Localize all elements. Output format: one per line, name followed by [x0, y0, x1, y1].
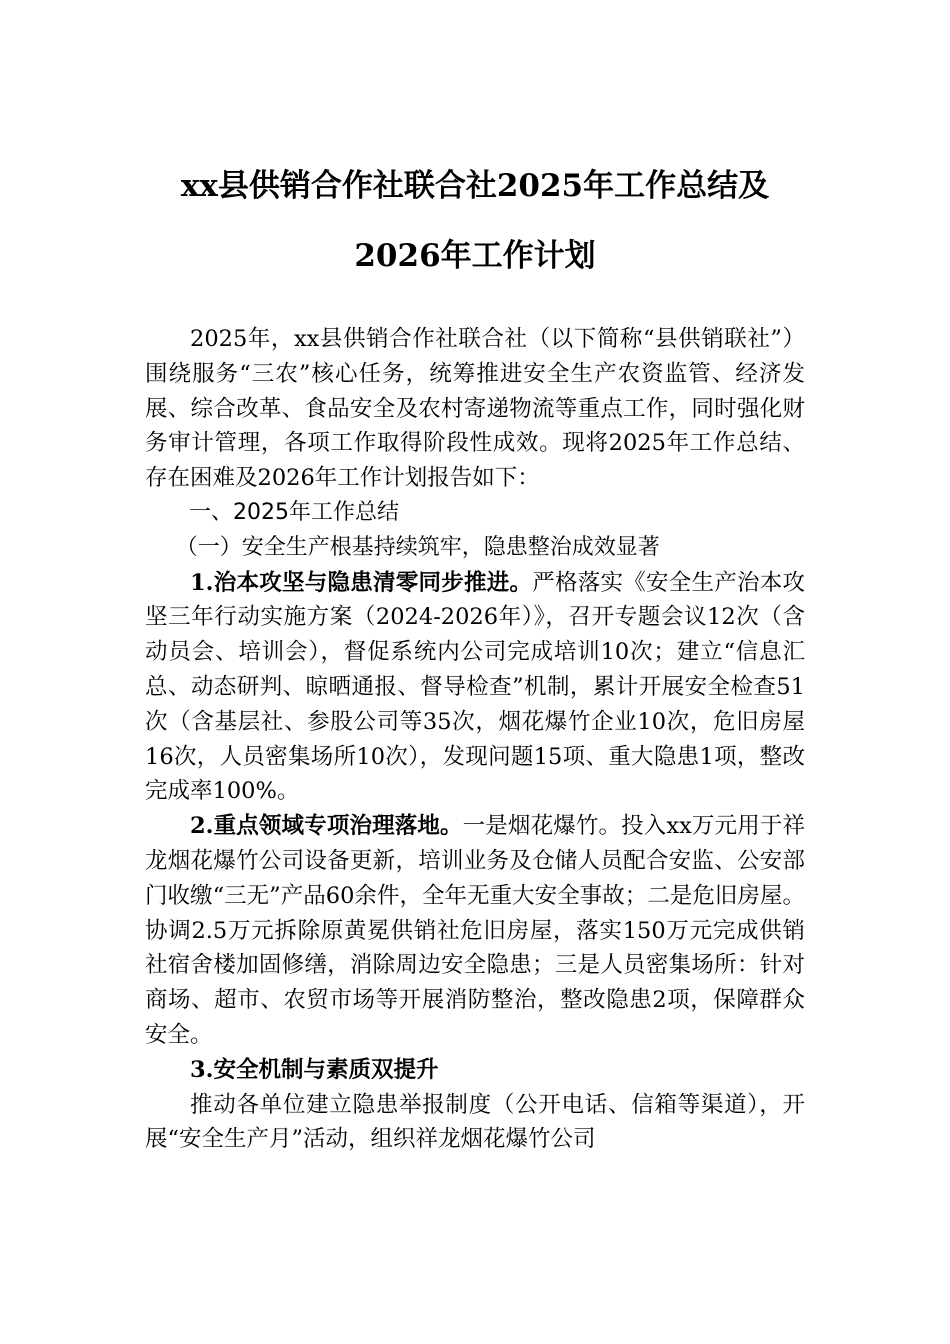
document-title-line-1: xx县供销合作社联合社2025年工作总结及	[180, 168, 770, 204]
item-3-text: 推动各单位建立隐患举报制度（公开电话、信箱等渠道），开展“安全生产月”活动，组织祥龙烟花爆竹公司	[145, 1091, 805, 1153]
item-1-title: 1.治本攻坚与隐患清零同步推进。	[190, 569, 533, 596]
item-1-text: 严格落实《安全生产治本攻坚三年行动实施方案（2024-2026年）》，召开专题会议12次（含动员会、培训会），督促系统内公司完成培训10次；建立“信息汇总、动态研判、晾晒通报、督导检查”机制，累计开展安全检查51次（含基层社、参股公司等35次，烟花爆竹企业10次，危旧房屋16次，人员密集场所10次），发现问题15项、重大隐患1项，整改完成率100%。	[145, 569, 805, 805]
intro-paragraph: 2025年，xx县供销合作社联合社（以下简称“县供销联社”）围绕服务“三农”核心任务，统筹推进安全生产农资监管、经济发展、综合改革、食品安全及农村寄递物流等重点工作，同时强化财务审计管理，各项工作取得阶段性成效。现将2025年工作总结、存在困难及2026年工作计划报告如下：	[145, 326, 805, 492]
document-title-line-2: 2026年工作计划	[354, 238, 596, 274]
item-paragraph-1	[145, 566, 805, 810]
item-3-title: 3.安全机制与素质双提升	[190, 1056, 439, 1083]
item-2-title: 2.重点领域专项治理落地。	[190, 813, 463, 840]
item-2-text: 一是烟花爆竹。投入xx万元用于祥龙烟花爆竹公司设备更新，培训业务及仓储人员配合安监、公安部门收缴“三无”产品60余件，全年无重大安全事故；二是危旧房屋。协调2.5万元拆除原黄冕供销社危旧房屋，落实150万元完成供销社宿舍楼加固修缮，消除周边安全隐患；三是人员密集场所：针对商场、超市、农贸市场等开展消防整治，整改隐患2项，保障群众安全。	[145, 813, 805, 1048]
document-body	[145, 322, 805, 1157]
subsection-heading: （一）安全生产根基持续筑牢，隐患整治成效显著	[175, 534, 660, 560]
item-paragraph-2	[145, 809, 805, 1053]
section-heading: 一、2025年工作总结	[189, 499, 399, 525]
